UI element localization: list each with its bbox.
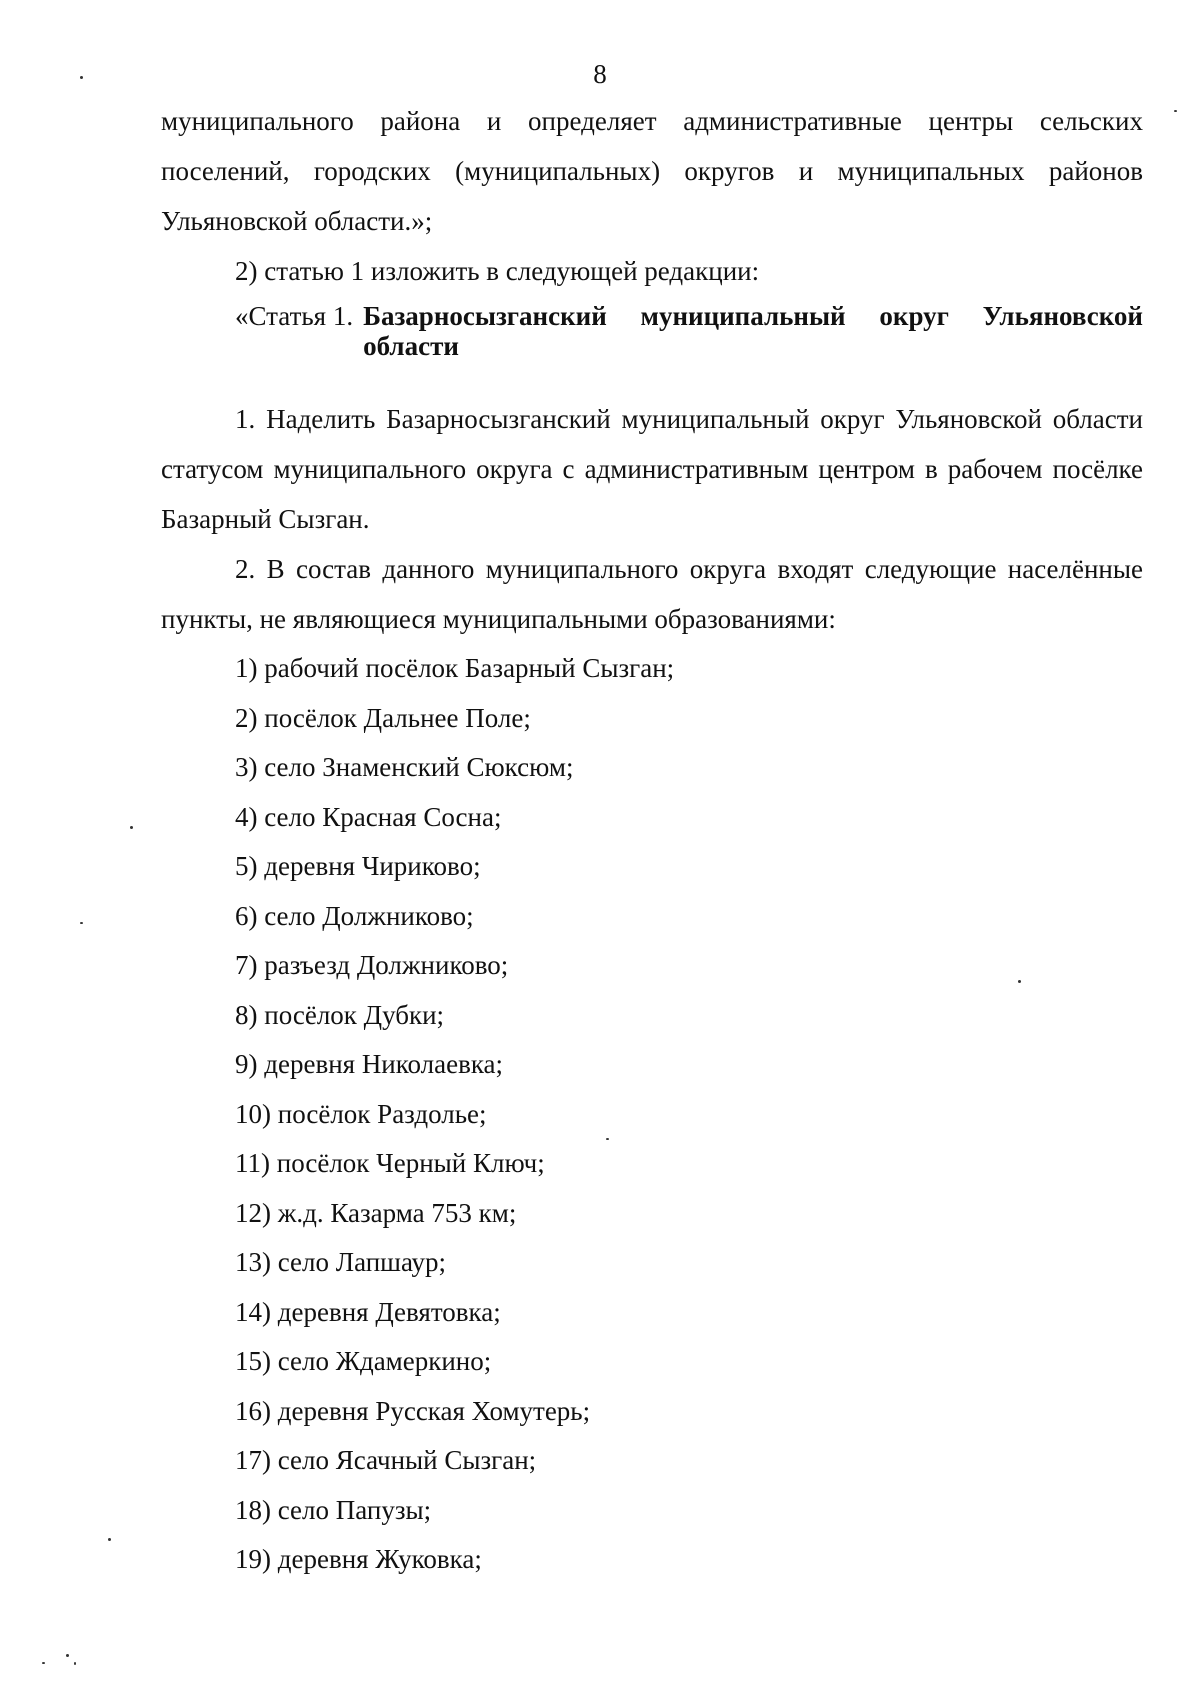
list-item: 9) деревня Николаевка;: [235, 1049, 504, 1079]
list-item: 7) разъезд Должниково;: [235, 950, 509, 980]
document-body: [161, 96, 1143, 1585]
list-item: 5) деревня Чириково;: [235, 851, 481, 881]
settlement-list: [161, 644, 1143, 1585]
scan-speck: [108, 1538, 111, 1541]
scan-speck: [1174, 110, 1177, 112]
amendment-item-2: 2) статью 1 изложить в следующей редакции:: [235, 256, 760, 286]
scan-speck: [80, 922, 83, 924]
list-item: 8) посёлок Дубки;: [235, 999, 445, 1030]
scan-speck: [42, 1662, 45, 1664]
list-item: 3) село Знаменский Сюксюм;: [235, 752, 574, 782]
list-item: 2) посёлок Дальнее Поле;: [235, 702, 531, 733]
list-item: 15) село Ждамеркино;: [235, 1346, 492, 1376]
scan-speck: [606, 1138, 609, 1140]
list-item: 16) деревня Русская Хомутерь;: [235, 1395, 591, 1426]
scan-speck: [130, 826, 133, 829]
list-item: 10) посёлок Раздолье;: [235, 1098, 487, 1129]
page-number: 8: [593, 59, 607, 89]
list-item: 12) ж.д. Казарма 753 км;: [235, 1197, 517, 1228]
scan-speck: [1018, 980, 1021, 983]
article-title: Базарносызганский муниципальный округ Ульяновской области: [363, 301, 1143, 361]
article-label: «Статья 1.: [235, 301, 354, 331]
list-item: 13) село Лапшаур;: [235, 1247, 447, 1277]
clause-1: 1. Наделить Базарносызганский муниципальный округ Ульяновской области статусом муниципального округа с административным центром в рабочем посёлке Базарный Сызган.: [161, 404, 1143, 534]
clause-2: 2. В состав данного муниципального округа входят следующие населённые пункты, не являющиеся муниципальными образованиями:: [161, 554, 1143, 634]
intro-paragraph: муниципального района и определяет административные центры сельских поселений, городских (муниципальных) округов и муниципальных районов Ульяновской области.»;: [161, 106, 1143, 236]
scan-speck: [66, 1654, 69, 1657]
article-heading: [161, 301, 1143, 361]
scan-speck: [74, 1662, 76, 1665]
list-item: 11) посёлок Черный Ключ;: [235, 1148, 545, 1178]
list-item: 6) село Должниково;: [235, 900, 474, 931]
list-item: 1) рабочий посёлок Базарный Сызган;: [235, 653, 675, 683]
list-item: 17) село Ясачный Сызган;: [235, 1445, 537, 1475]
list-item: 14) деревня Девятовка;: [235, 1296, 501, 1327]
list-item: 19) деревня Жуковка;: [235, 1544, 482, 1574]
list-item: 18) село Папузы;: [235, 1494, 432, 1525]
list-item: 4) село Красная Сосна;: [235, 801, 502, 832]
scan-speck: [80, 76, 83, 79]
